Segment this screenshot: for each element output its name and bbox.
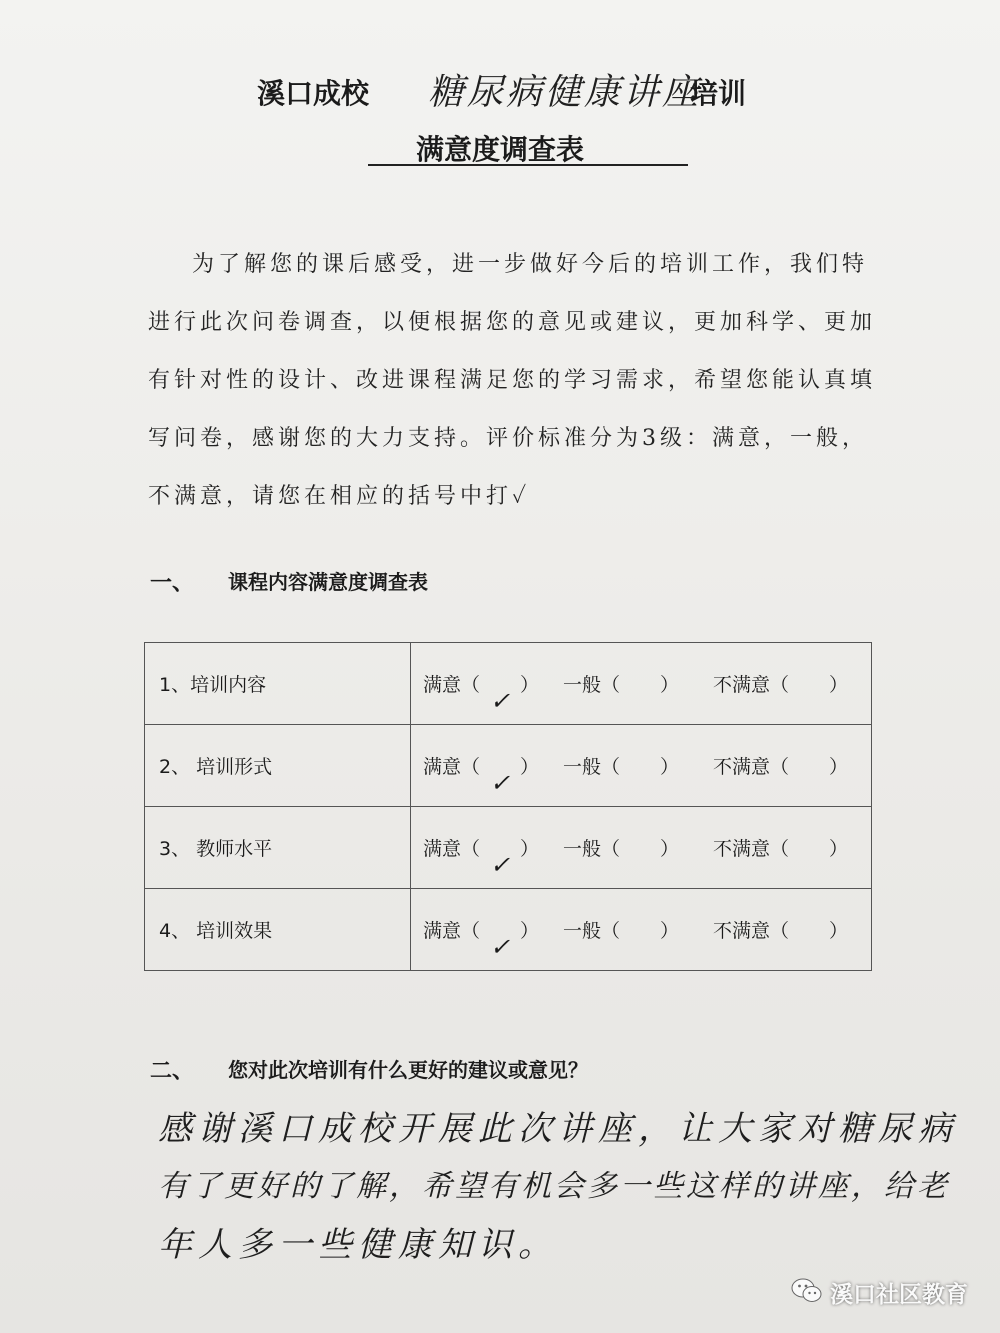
table-row [145, 807, 872, 889]
answer-line: 有了更好的了解，希望有机会多一些这样的讲座，给老 [158, 1169, 950, 1204]
intro-paragraph [148, 236, 888, 526]
section-one-title: 课程内容满意度调查表 [228, 570, 428, 594]
satisfaction-table [144, 642, 872, 971]
section-two-heading [150, 1054, 194, 1085]
answer-line: 感谢溪口成校开展此次讲座，让大家对糖尿病 [158, 1109, 958, 1149]
table-row [145, 643, 872, 725]
check-mark: ✓ [490, 851, 511, 879]
intro-line: 您的大力支持。评价标准分为3级：满意，一般，不满意，请您在相 [148, 426, 869, 509]
section-two-number: 二、 [150, 1059, 195, 1084]
school-name: 溪口成校 [257, 77, 370, 110]
option-unsatisfied[interactable]: 不满意（ ） [713, 838, 849, 860]
option-average[interactable]: 一般（ ） [563, 920, 680, 942]
intro-line: 此次问卷调查，以便根据您的意见或建议，更加科学、更加有针对性 [148, 310, 877, 393]
row-label: 2、 培训形式 [145, 725, 411, 807]
handwritten-answer [158, 1100, 958, 1274]
row-label: 3、 教师水平 [145, 807, 411, 889]
option-unsatisfied[interactable]: 不满意（ ） [713, 674, 849, 696]
option-satisfied[interactable]: 满意（ ✓ ） [423, 920, 540, 961]
section-one-number: 一、 [150, 571, 195, 596]
option-average[interactable]: 一般（ ） [563, 838, 680, 860]
intro-line: 应的括号中打✓ [356, 484, 531, 509]
row-options [411, 725, 872, 807]
check-mark: ✓ [490, 933, 511, 961]
option-unsatisfied[interactable]: 不满意（ ） [713, 920, 849, 942]
row-options [411, 643, 872, 725]
watermark-text: 溪口社区教育 [830, 1282, 968, 1308]
row-options [411, 807, 872, 889]
intro-line: 为了解您的课后感受，进一步做好今后的培训工作，我们特进行 [148, 252, 869, 335]
option-satisfied[interactable]: 满意（ ✓ ） [423, 756, 540, 797]
option-satisfied[interactable]: 满意（ ✓ ） [423, 838, 540, 879]
handwritten-course-name: 糖尿病健康讲座 [428, 72, 702, 113]
option-satisfied[interactable]: 满意（ ✓ ） [423, 674, 540, 715]
title-suffix: 培训 [690, 77, 747, 110]
section-two-title-wrap [228, 1054, 588, 1083]
option-average[interactable]: 一般（ ） [563, 756, 680, 778]
section-one-title-wrap [228, 566, 428, 595]
row-options [411, 889, 872, 971]
check-mark: ✓ [490, 769, 511, 797]
row-label: 1、培训内容 [145, 643, 411, 725]
option-unsatisfied[interactable]: 不满意（ ） [713, 756, 849, 778]
watermark [770, 1272, 990, 1312]
document-subtitle: 满意度调查表 [415, 133, 584, 166]
answer-line: 年人多一些健康知识。 [158, 1225, 558, 1265]
option-average[interactable]: 一般（ ） [563, 674, 680, 696]
table-row [145, 889, 872, 971]
section-one-heading [150, 566, 194, 597]
row-label: 4、 培训效果 [145, 889, 411, 971]
intro-line: 的设计、改进课程满足您的学习需求，希望您能认真填写问卷，感谢 [148, 368, 877, 451]
section-two-title: 您对此次培训有什么更好的建议或意见？ [228, 1058, 588, 1082]
document-title [0, 64, 1000, 114]
wechat-icon [790, 1276, 824, 1306]
table-row [145, 725, 872, 807]
check-mark: ✓ [490, 687, 511, 715]
